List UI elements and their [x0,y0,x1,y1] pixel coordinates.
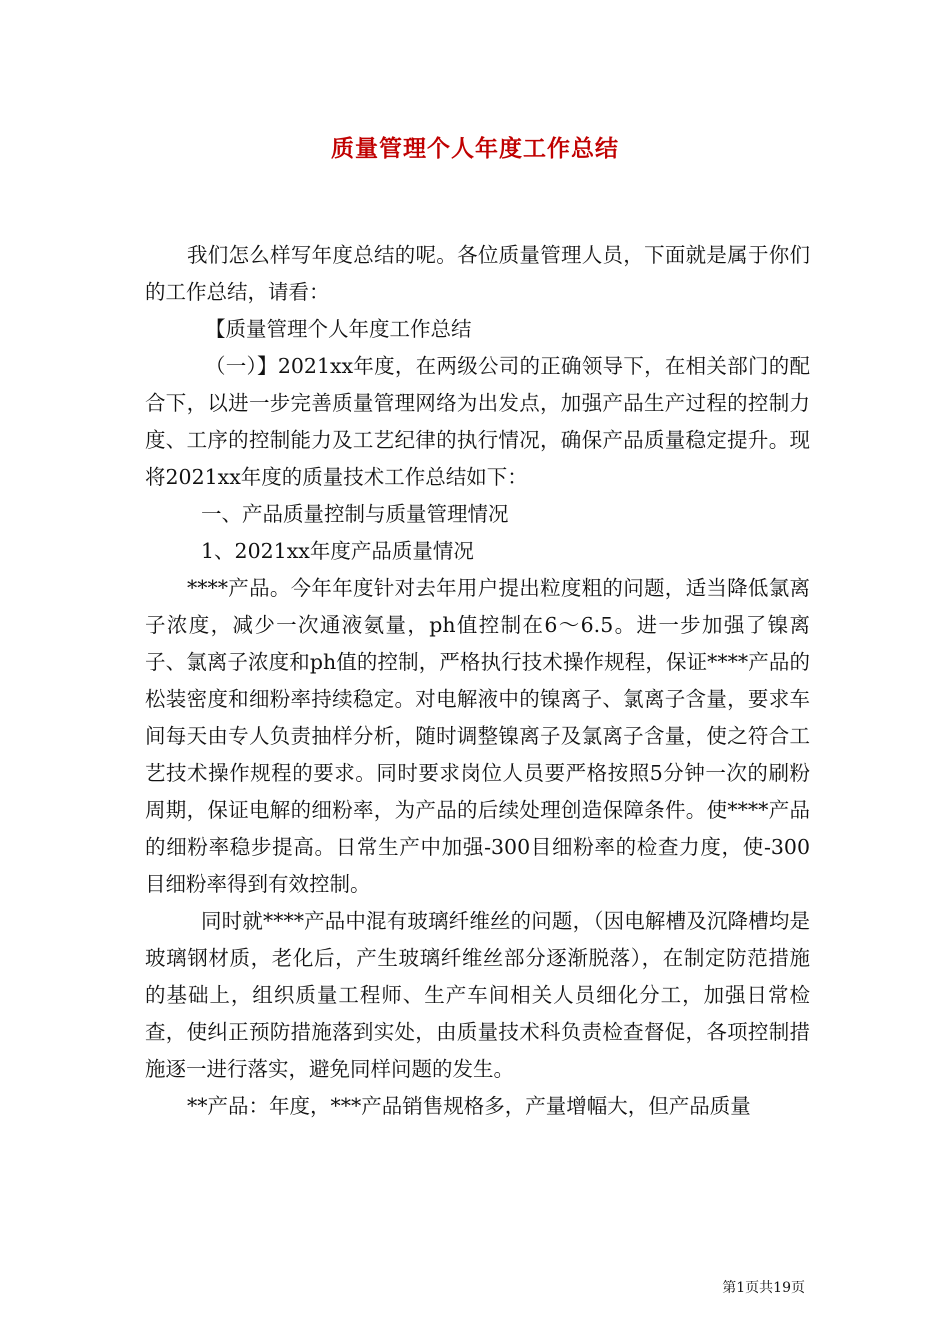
subsection-heading-1-1: 1、2021xx年度产品质量情况 [201,539,474,563]
paragraph-glass-fiber: 同时就****产品中混有玻璃纤维丝的问题，（因电解槽及沉降槽均是玻璃钢材质，老化后，产生玻璃纤维丝部分逐渐脱落），在制定防范措施的基础上，组织质量工程师、生产车间相关人员细化分工，加强日常检查，使纠正预防措施落到实处，由质量技术科负责检查督促，各项控制措施逐一进行落实，避免同样问题的发生。 [145,909,810,1081]
page-number-footer: 第1页共19页 [722,1280,805,1296]
paragraph-heading-bracket: 【质量管理个人年度工作总结 [205,317,472,341]
paragraph-intro: 我们怎么样写年度总结的呢。各位质量管理人员，下面就是属于你们的工作总结，请看： [145,243,810,304]
section-heading-1: 一、产品质量控制与质量管理情况 [201,502,509,526]
document-title: 质量管理个人年度工作总结 [331,135,619,162]
paragraph-product-control: ****产品。今年年度针对去年用户提出粒度粗的问题，适当降低氯离子浓度，减少一次通液氨量，ph值控制在6～6.5。进一步加强了镍离子、氯离子浓度和ph值的控制，严格执行技术操作规程，保证****产品的松装密度和细粉率持续稳定。对电解液中的镍离子、氯离子含量，要求车间每天由专人负责抽样分析，随时调整镍离子及氯离子含量，使之符合工艺技术操作规程的要求。同时要求岗位人员要严格按照5分钟一次的刷粉周期，保证电解的细粉率，为产品的后续处理创造保障条件。使****产品的细粉率稳步提高。日常生产中加强-300目细粉率的检查力度，使-300目细粉率得到有效控制。 [145,576,810,896]
paragraph-product-sales: **产品：年度，***产品销售规格多，产量增幅大，但产品质量 [187,1094,751,1118]
paragraph-overview: （一）】2021xx年度，在两级公司的正确领导下，在相关部门的配合下，以进一步完善质量管理网络为出发点，加强产品生产过程的控制力度、工序的控制能力及工艺纪律的执行情况，确保产品质量稳定提升。现将2021xx年度的质量技术工作总结如下： [145,354,810,489]
document-body [145,237,810,1125]
